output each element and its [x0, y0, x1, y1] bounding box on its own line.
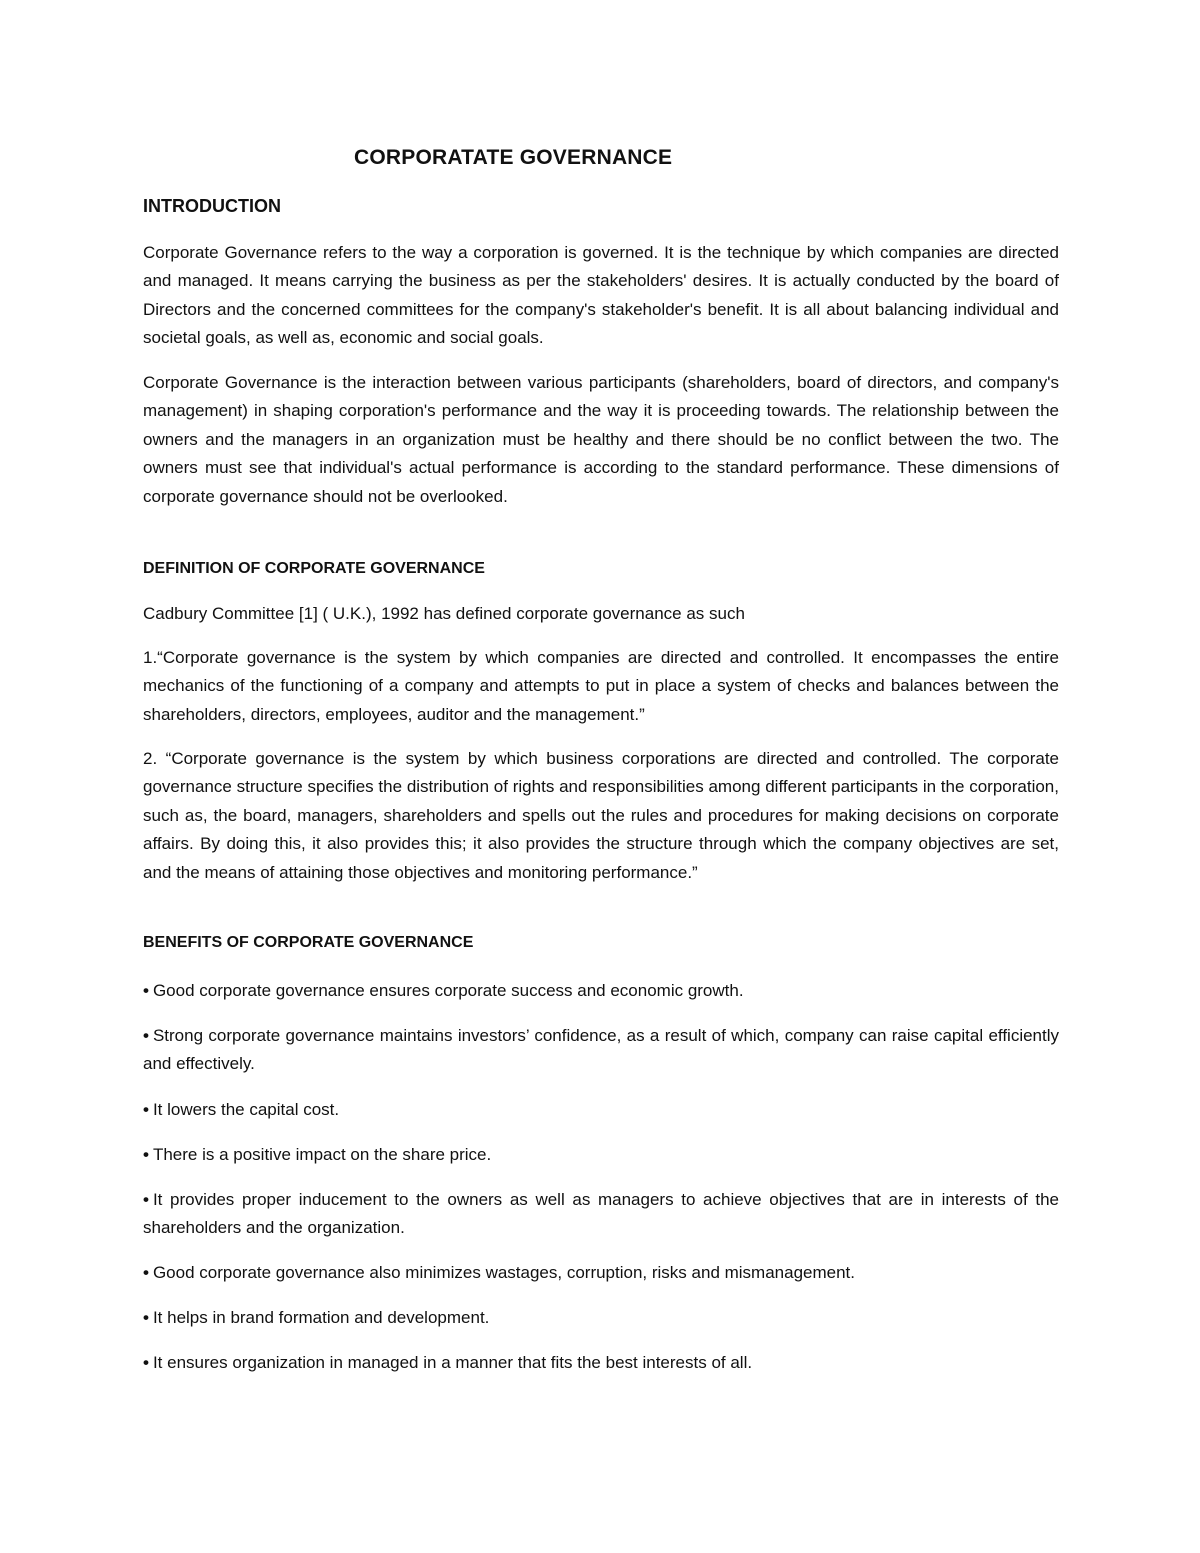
bullet-icon: • — [143, 1145, 149, 1164]
bullet-icon: • — [143, 1308, 149, 1327]
benefit-text: It helps in brand formation and development. — [152, 1308, 490, 1327]
document-title: CORPORATATE GOVERNANCE — [354, 146, 673, 169]
benefit-item — [143, 1349, 1059, 1377]
benefit-item — [143, 1186, 1059, 1243]
benefit-text: Good corporate governance ensures corporate success and economic growth. — [152, 981, 744, 1000]
bullet-icon: • — [143, 1026, 149, 1045]
introduction-paragraph-2: Corporate Governance is the interaction between various participants (shareholders, board of directors, and company's management) in shaping corporation's performance and the way it is proceeding towards. The relationship between the owners and the managers in an organization must be healthy and there should be no conflict between the two. The owners must see that individual's actual performance is according to the standard performance. These dimensions of corporate governance should not be overlooked. — [143, 373, 1059, 506]
bullet-icon: • — [143, 1263, 149, 1282]
bullet-icon: • — [143, 1190, 149, 1209]
benefit-text: It ensures organization in managed in a manner that fits the best interests of all. — [152, 1353, 753, 1372]
benefit-item — [143, 977, 1059, 1005]
definition-heading: DEFINITION OF CORPORATE GOVERNANCE — [143, 560, 485, 577]
bullet-icon: • — [143, 1353, 149, 1372]
benefit-text: Strong corporate governance maintains investors’ confidence, as a result of which, company can raise capital efficiently and effectively. — [143, 1026, 1059, 1074]
benefit-text: It provides proper inducement to the owners as well as managers to achieve objectives that are in interests of the shareholders and the organization. — [143, 1190, 1059, 1238]
benefit-text: It lowers the capital cost. — [152, 1100, 340, 1119]
benefit-item — [143, 1259, 1059, 1287]
benefit-text: There is a positive impact on the share price. — [152, 1145, 492, 1164]
benefit-item — [143, 1141, 1059, 1169]
definition-intro: Cadbury Committee [1] ( U.K.), 1992 has defined corporate governance as such — [143, 604, 745, 623]
bullet-icon: • — [143, 1100, 149, 1119]
definition-quote-1: 1.“Corporate governance is the system by which companies are directed and controlled. It encompasses the entire mechanics of the functioning of a company and attempts to put in place a system of checks and balances between the shareholders, directors, employees, auditor and the management.” — [143, 648, 1059, 724]
bullet-icon: • — [143, 981, 149, 1000]
benefit-item — [143, 1096, 1059, 1124]
benefits-heading: BENEFITS OF CORPORATE GOVERNANCE — [143, 934, 474, 951]
introduction-paragraph-1: Corporate Governance refers to the way a corporation is governed. It is the technique by which companies are directed and managed. It means carrying the business as per the stakeholders' desires. It is actually conducted by the board of Directors and the concerned committees for the company's stakeholder's benefit. It is all about balancing individual and societal goals, as well as, economic and social goals. — [143, 243, 1059, 348]
benefit-item — [143, 1022, 1059, 1079]
benefit-text: Good corporate governance also minimizes wastages, corruption, risks and mismanagement. — [152, 1263, 856, 1282]
definition-quote-2: 2. “Corporate governance is the system by which business corporations are directed and controlled. The corporate governance structure specifies the distribution of rights and responsibilities among different participants in the corporation, such as, the board, managers, shareholders and spells out the rules and procedures for making decisions on corporate affairs. By doing this, it also provides this; it also provides the structure through which the company objectives are set, and the means of attaining those objectives and monitoring performance.” — [143, 749, 1059, 882]
benefit-item — [143, 1304, 1059, 1332]
introduction-heading: INTRODUCTION — [143, 196, 281, 216]
